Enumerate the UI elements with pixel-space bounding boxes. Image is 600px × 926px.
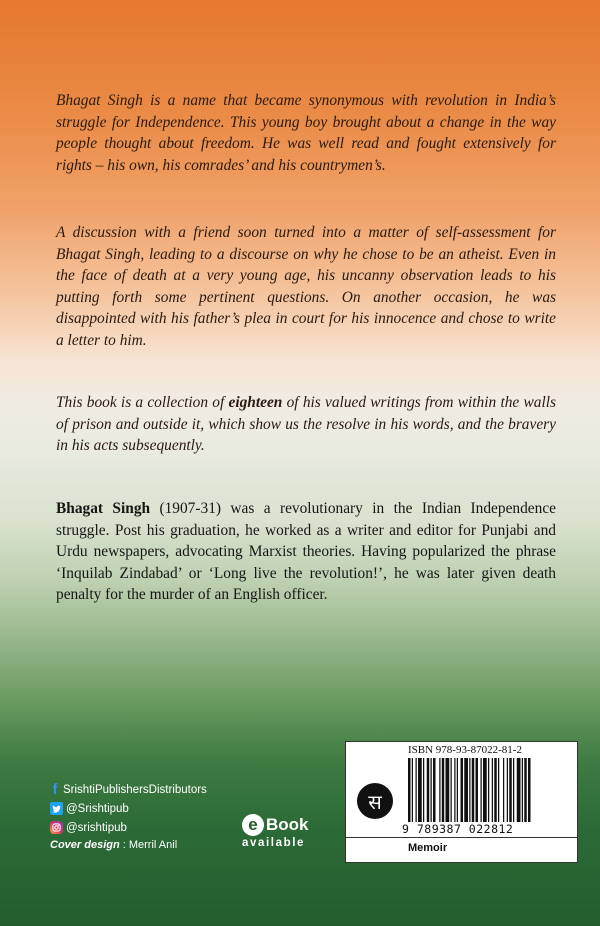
twitter-handle: @Srishtipub bbox=[66, 802, 129, 815]
ebook-badge bbox=[242, 814, 309, 849]
barcode bbox=[408, 758, 570, 822]
twitter-link[interactable] bbox=[50, 799, 207, 818]
barcode-bar bbox=[418, 758, 422, 822]
cover-designer-name: Merril Anil bbox=[128, 839, 178, 851]
instagram-link[interactable] bbox=[50, 818, 207, 837]
barcode-bar bbox=[451, 758, 452, 822]
barcode-bar bbox=[483, 758, 487, 822]
barcode-bar bbox=[433, 758, 436, 822]
barcode-bar bbox=[461, 758, 464, 822]
barcode-bar bbox=[481, 758, 482, 822]
isbn-label: ISBN 978-93-87022-81-2 bbox=[408, 744, 522, 756]
barcode-bar bbox=[528, 758, 531, 822]
ebook-word: Book bbox=[266, 815, 309, 834]
cover-design-separator: : bbox=[119, 839, 129, 851]
barcode-bar bbox=[488, 758, 489, 822]
author-bio-text: (1907-31) was a revolutionary in the Indian Independence struggle. Post his graduation, he worked as a writer and editor for Punjabi and Urdu newspapers, advocating Marxist theories. Having popularized the phrase ‘Inquilab Zindabad’ or ‘Long live the revolution!’, he was later given death penalty for the murder of an English officer. bbox=[56, 500, 556, 603]
barcode-bar bbox=[416, 758, 417, 822]
publisher-logo bbox=[350, 766, 400, 836]
blurb-p3-emphasis: eighteen bbox=[228, 394, 283, 411]
barcode-bar bbox=[423, 758, 424, 822]
barcode-bar bbox=[408, 758, 411, 822]
ebook-available: available bbox=[242, 837, 305, 849]
twitter-icon bbox=[50, 802, 63, 815]
cover-design-credit bbox=[50, 839, 207, 851]
barcode-bar bbox=[457, 758, 458, 822]
barcode-digits: 9 789387 022812 bbox=[402, 822, 514, 836]
blurb-p3-start: This book is a collection of bbox=[56, 394, 229, 411]
barcode-bar bbox=[503, 758, 504, 822]
social-links bbox=[50, 780, 207, 851]
barcode-bar bbox=[442, 758, 445, 822]
genre-label: Memoir bbox=[408, 842, 448, 854]
cover-design-label: Cover design bbox=[50, 839, 120, 851]
publisher-logo-mark: स bbox=[357, 783, 393, 819]
blurb-paragraph-3 bbox=[56, 392, 556, 457]
barcode-bar bbox=[476, 758, 479, 822]
author-bio bbox=[56, 498, 556, 606]
facebook-icon: f bbox=[52, 781, 58, 798]
barcode-bar bbox=[498, 758, 499, 822]
barcode-bar bbox=[507, 758, 508, 822]
barcode-bar bbox=[454, 758, 455, 822]
barcode-bar bbox=[439, 758, 440, 822]
blurb-paragraph-2: A discussion with a friend soon turned into a matter of self-assessment for Bhagat Singh, leading to a discourse on why he chose to be an atheist. Even in the face of death at a very young age, his uncanny observation leads to his putting forth some pertinent questions. On another occasion, he was disappointed with his father’s plea in court for his innocence and chose to write a letter to him. bbox=[56, 224, 556, 349]
barcode-bar bbox=[469, 758, 470, 822]
facebook-handle: SrishtiPublishersDistributors bbox=[63, 783, 207, 796]
author-name: Bhagat Singh bbox=[56, 500, 151, 517]
ebook-e-icon: e bbox=[242, 814, 264, 836]
barcode-bar bbox=[464, 758, 468, 822]
barcode-bar bbox=[509, 758, 512, 822]
barcode-divider bbox=[346, 837, 577, 838]
barcode-box bbox=[345, 741, 578, 863]
barcode-bar bbox=[446, 758, 450, 822]
facebook-link[interactable] bbox=[50, 780, 207, 799]
barcode-bar bbox=[412, 758, 413, 822]
blurb-paragraph-1: Bhagat Singh is a name that became synonymous with revolution in India’s struggle for Independence. This young boy brought about a change in the way people thought about freedom. He was well read and fought extensively for rights – his own, his comrades’ and his countrymen’s. bbox=[56, 92, 556, 174]
barcode-bar bbox=[517, 758, 521, 822]
instagram-handle: @srishtipub bbox=[66, 821, 127, 834]
barcode-bar bbox=[522, 758, 523, 822]
barcode-bar bbox=[427, 758, 430, 822]
blurb-p3-end: of his valued writings from within the walls of prison and outside it, which show us the resolve in his words, and the bravery in his acts subsequently. bbox=[56, 394, 557, 454]
barcode-bar bbox=[472, 758, 475, 822]
barcode-bar bbox=[513, 758, 514, 822]
barcode-bar bbox=[524, 758, 527, 822]
instagram-icon bbox=[50, 821, 63, 834]
barcode-bar bbox=[492, 758, 493, 822]
barcode-bar bbox=[494, 758, 497, 822]
barcode-bar bbox=[431, 758, 432, 822]
